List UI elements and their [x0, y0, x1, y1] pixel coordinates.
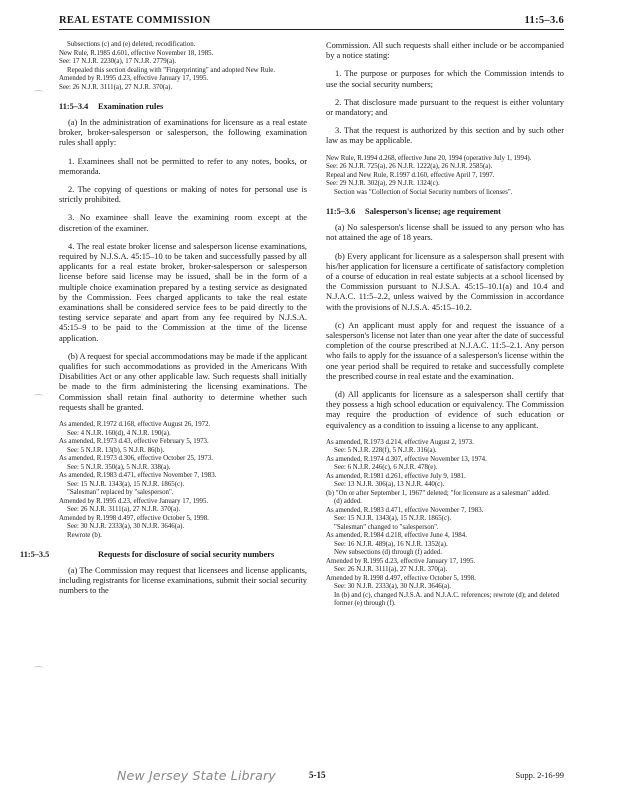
section-heading-11-5-3-5 — [20, 550, 307, 560]
history-note: See: 30 N.J.R. 2333(a), 30 N.J.R. 3646(a). — [67, 523, 185, 531]
paragraph: 2. That disclosure made pursuant to the request is either voluntary or mandatory; and — [326, 97, 564, 118]
history-notes — [326, 155, 564, 198]
running-header — [59, 13, 564, 30]
history-note: Amended by R.1998 d.497, effective October 5, 1998. — [326, 574, 476, 582]
supplement-date: Supp. 2-16-99 — [515, 770, 564, 780]
paragraph: 2. The copying of questions or making of notes for personal use is strictly prohibited. — [59, 185, 307, 205]
history-note: As amended, R.1974 d.307, effective November 13, 1974. — [326, 455, 487, 463]
paragraph: 4. The real estate broker license and salesperson license examinations, required by N.J.S.A. 45:15–10 to be taken and successfully passed by all applicants for a real estate broker, broker-salesperson or salesperson license before said license may be issued, shall be in the form of a multiple choice examination prepared by a testing service as designated by the Commission. Fees charged applicants to take the real estate examinations shall be considered service fees to be paid directly to the testing service separate and apart from any fee required by N.J.S.A. 45:15–9 to be paid to the Commission at the time of the license application. — [59, 241, 307, 343]
history-note: See: 16 N.J.R. 489(a), 16 N.J.R. 1352(a). — [334, 540, 448, 548]
history-note: As amended, R.1983 d.471, effective November 7, 1983. — [59, 472, 217, 480]
history-note: See: 17 N.J.R. 2230(a), 17 N.J.R. 2779(a). — [59, 58, 177, 65]
page-footer — [59, 768, 564, 790]
section-title: Requests for disclosure of social security numbers — [98, 550, 275, 560]
history-note: See: 6 N.J.R. 246(c), 6 N.J.R. 478(e). — [334, 464, 438, 472]
paragraph: (a) In the administration of examinations for licensure as a real estate broker, broker-salesperson or salesperson, the following examination rules shall apply: — [59, 118, 307, 148]
history-note: See: 13 N.J.R. 306(a), 13 N.J.R. 440(c). — [334, 481, 445, 489]
section-title: Examination rules — [98, 102, 164, 111]
history-note: As amended, R.1973 d.306, effective October 25, 1973. — [59, 455, 213, 463]
margin-mark-icon: ⌒ — [34, 91, 44, 101]
history-note: Repeal and New Rule, R.1997 d.160, effective April 7, 1997. — [326, 171, 495, 179]
history-note: See: 26 N.J.R. 3111(a), 27 N.J.R. 370(a). — [334, 566, 448, 574]
paragraph: 3. That the request is authorized by this section and by such other law as may be applicable. — [326, 126, 564, 146]
history-note: See: 26 N.J.R. 3111(a), 27 N.J.R. 370(a). — [59, 83, 173, 91]
history-note: As amended, R.1984 d.218, effective June 4, 1984. — [326, 532, 467, 540]
margin-mark-icon: ⌒ — [34, 395, 44, 405]
margin-mark-icon: ⌒ — [34, 667, 44, 677]
history-notes — [326, 439, 564, 609]
history-note: In (b) and (c), changed N.J.S.A. and N.J.A.C. references; rewrote (d); and deleted former (e) through (f). — [334, 591, 560, 608]
paragraph: (b) A request for special accommodations may be made if the applicant qualifies for such accommodations as provided in the Americans With Disabilities Act or any other applicable law. Such requests shall initially be made to the firm administering the licensing examinations. The Commission shall retain final authority to determine whether such requests shall be granted. — [59, 351, 307, 412]
history-note: See: 5 N.J.R. 13(b), 5 N.J.R. 86(b). — [67, 446, 165, 454]
history-note: New Rule, R.1985 d.601, effective November 18, 1985. — [59, 49, 214, 57]
paragraph: 3. No examinee shall leave the examining room except at the discretion of the examiner. — [59, 213, 307, 233]
page-number: 5-15 — [309, 770, 326, 780]
history-note: (b) "On or after September 1, 1967" deleted; "for licensure as a salesman" added. — [326, 489, 550, 497]
history-note: As amended, R.1983 d.471, effective November 7, 1983. — [326, 506, 484, 514]
history-note: See: 29 N.J.R. 302(a), 29 N.J.R. 1324(c). — [326, 180, 440, 188]
history-note: Subsections (c) and (e) deleted, recodification. — [67, 41, 196, 48]
history-note: See: 15 N.J.R. 1343(a), 15 N.J.R. 1865(c). — [334, 515, 452, 523]
history-note: As amended, R.1973 d.214, effective August 2, 1973. — [326, 438, 474, 446]
history-note: New subsections (d) through (f) added. — [334, 549, 442, 557]
history-note: Amended by R.1998 d.497, effective October 5, 1998. — [59, 514, 209, 522]
section-number: 11:5–3.5 — [20, 550, 50, 560]
right-column — [326, 41, 564, 609]
header-section-number: 11:5–3.6 — [524, 15, 564, 26]
history-note: See: 5 N.J.R. 228(f), 5 N.J.R. 316(a). — [334, 447, 437, 455]
history-note: Rewrote (b). — [67, 531, 102, 539]
history-note: Repealed this section dealing with "Fingerprinting" and adopted New Rule. — [67, 66, 276, 74]
paragraph: Commission. All such requests shall either include or be accompanied by a notice stating: — [326, 41, 564, 61]
paragraph: (a) The Commission may request that licensees and license applicants, including registrants for license examinations, submit their social security numbers to the — [59, 566, 307, 596]
library-watermark: New Jersey State Library — [117, 768, 276, 783]
section-number: 11:5–3.4 — [59, 102, 89, 111]
paragraph: (c) An applicant must apply for and request the issuance of a salesperson's license not later than one year after the date of successful completion of the course prescribed at N.J.A.C. 11:5–2.1. Any person who fails to apply for the issuance of a salesperson's license within the one year period shall be required to retake and successfully complete the prescribed course in real estate and the examination. — [326, 320, 564, 381]
history-note: See: 26 N.J.R. 725(a), 26 N.J.R. 1222(a), 26 N.J.R. 2585(a). — [326, 163, 493, 171]
history-note: "Salesman" changed to "salesperson". — [334, 523, 439, 531]
history-note: See: 26 N.J.R. 3111(a), 27 N.J.R. 370(a). — [67, 506, 181, 514]
history-note: New Rule, R.1994 d.268, effective June 20, 1994 (operative July 1, 1994). — [326, 154, 532, 162]
history-note: See: 15 N.J.R. 1343(a), 15 N.J.R. 1865(c). — [67, 480, 185, 488]
paragraph: (a) No salesperson's license shall be issued to any person who has not attained the age of 18 years. — [326, 223, 564, 243]
section-heading-11-5-3-4 — [59, 102, 307, 112]
history-note: Section was "Collection of Social Security numbers of licenses". — [334, 188, 513, 196]
history-notes — [59, 421, 307, 540]
paragraph: 1. The purpose or purposes for which the Commission intends to use the social security numbers; — [326, 69, 564, 89]
section-number: 11:5–3.6 — [326, 207, 356, 217]
paragraph: (b) Every applicant for licensure as a salesperson shall present with his/her application for licensure a certificate of satisfactory completion of a course of education in real estate subjects at a school licensed by the Commission pursuant to N.J.S.A. 45:15–10.1(a) and 10.4 and N.J.A.C. 11:5–2.2, unless waived by the Commission in accordance with the provisions of N.J.S.A. 45:15–10.2. — [326, 251, 564, 312]
history-note: Amended by R.1995 d.23, effective January 17, 1995. — [326, 557, 476, 565]
history-note: See: 5 N.J.R. 350(a), 5 N.J.R. 338(a). — [67, 463, 171, 471]
history-note: Amended by R.1995 d.23, effective January 17, 1995. — [59, 75, 209, 82]
history-note: As amended, R.1981 d.261, effective July 9, 1981. — [326, 472, 466, 480]
history-note: As amended, R.1973 d.43, effective February 5, 1973. — [59, 438, 209, 446]
history-note: (d) added. — [334, 498, 362, 506]
header-title: REAL ESTATE COMMISSION — [59, 15, 211, 26]
paragraph: 1. Examinees shall not be permitted to refer to any notes, books, or memoranda. — [59, 156, 307, 176]
history-note: "Salesman" replaced by "salesperson". — [67, 489, 174, 497]
paragraph: (d) All applicants for licensure as a salesperson shall certify that they possess a high school education or equivalency. The Commission may require the production of evidence of such education or equivalency as a condition to issuing a license to any applicant. — [326, 389, 564, 430]
history-note: See: 4 N.J.R. 160(d), 4 N.J.R. 190(a). — [67, 429, 171, 437]
left-column — [20, 41, 307, 605]
history-note: Amended by R.1995 d.23, effective January 17, 1995. — [59, 497, 209, 505]
section-heading-11-5-3-6 — [326, 207, 564, 217]
history-note: See: 30 N.J.R. 2333(a), 30 N.J.R. 3646(a). — [334, 583, 452, 591]
section-title: Salesperson's license; age requirement — [365, 207, 501, 217]
history-note: As amended, R.1972 d.168, effective August 26, 1972. — [59, 421, 211, 429]
